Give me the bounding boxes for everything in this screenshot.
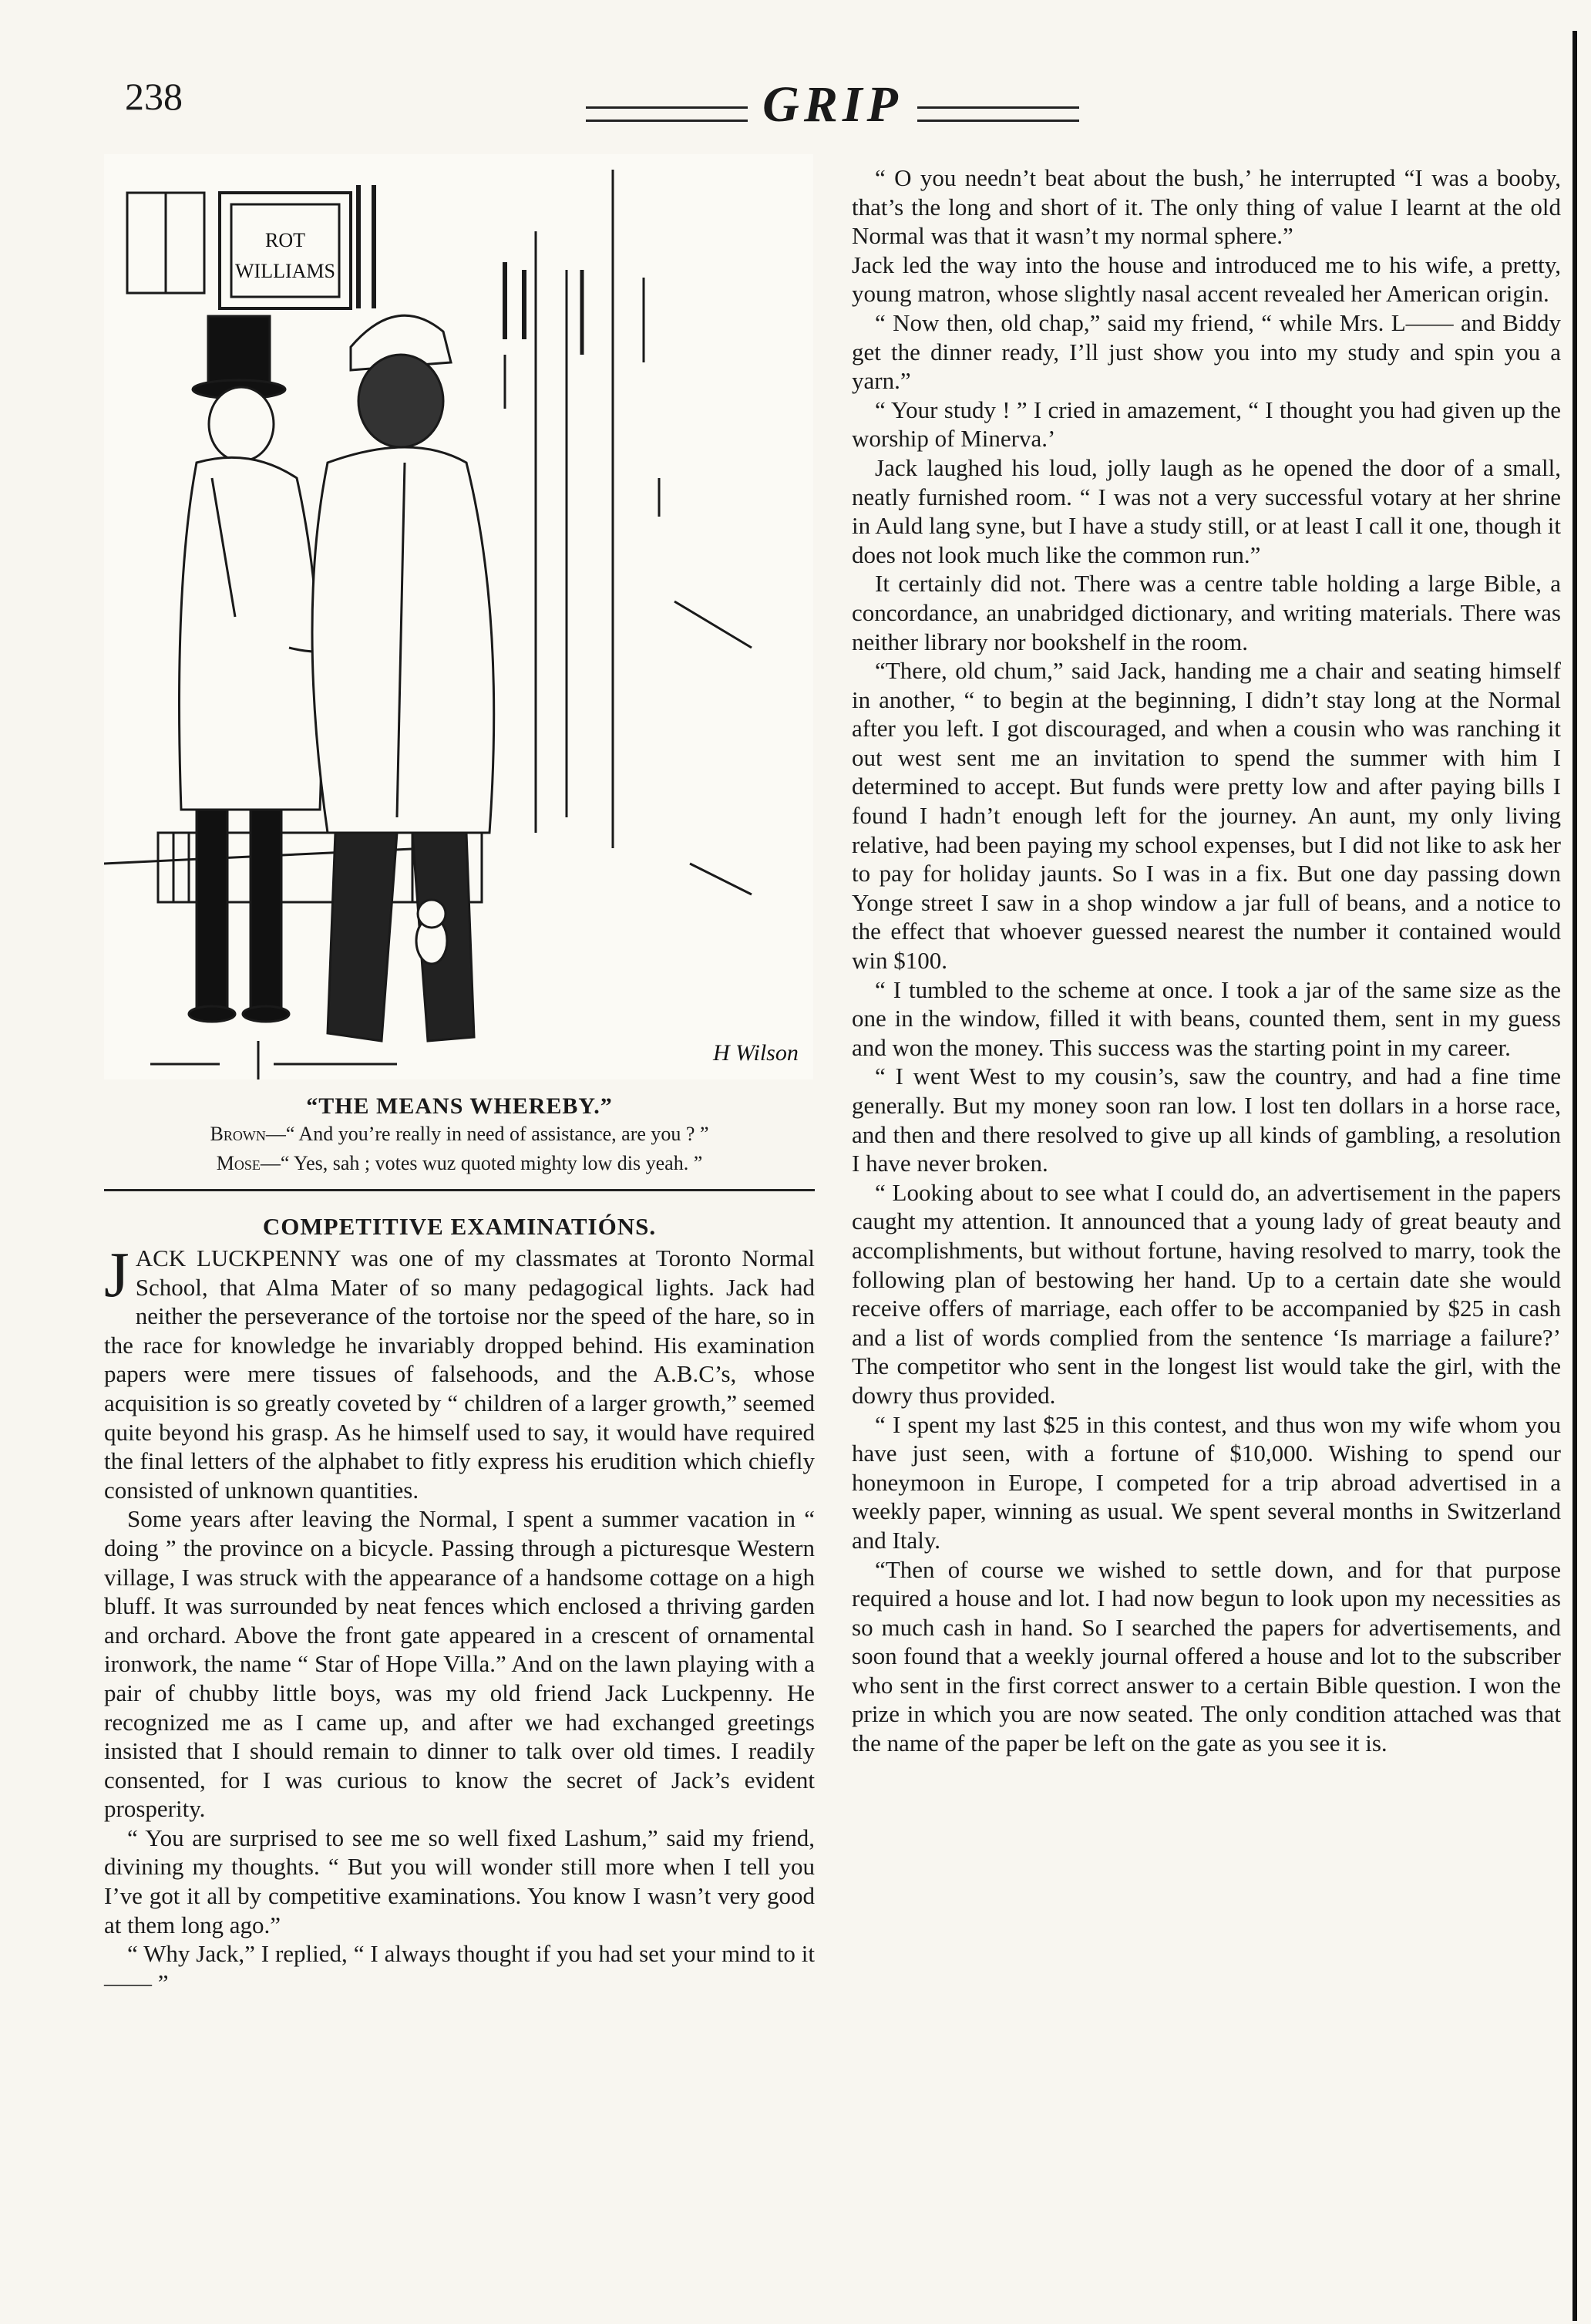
sign-text-line-1: ROT <box>265 229 305 251</box>
masthead-rule-right <box>917 106 1079 122</box>
article-paragraph: “ I tumbled to the scheme at once. I took a jar of the same size as the one in the window, filled it with beans, counted them, sent in my guess and won the money. This success was the starting point in my career. <box>852 975 1561 1061</box>
article-paragraph: “ Your study ! ” I cried in amazement, “ I thought you had given up the worship of Minerva.’ <box>852 396 1561 453</box>
article-heading: COMPETITIVE EXAMINATIÓNS. <box>262 1213 657 1240</box>
left-column <box>104 154 815 1997</box>
caption-divider <box>104 1189 815 1191</box>
caption-line-brown <box>104 1120 815 1149</box>
drop-cap: J <box>104 1239 130 1311</box>
masthead-title: GRIP <box>762 76 903 133</box>
article-paragraph: Jack laughed his loud, jolly laugh as he opened the door of a small, neatly furnished room. “ I was not a very successful votary at her shrine in Auld lang syne, but I have a study still, or at least I call it one, though it does not look much like the common run.” <box>852 453 1561 568</box>
cartoon-illustration <box>104 154 813 1079</box>
article-paragraph: Jack led the way into the house and introduced me to his wife, a pretty, young matron, whose slightly nasal accent revealed her American origin. <box>852 251 1561 308</box>
page-edge-rule <box>1572 31 1577 2321</box>
caption-speaker: Mose <box>216 1152 261 1174</box>
sign-text-line-2: WILLIAMS <box>235 260 335 282</box>
article-paragraph: “ Now then, old chap,” said my friend, “ while Mrs. L—— and Biddy get the dinner ready, I’ll just show you into my study and spin you a yarn.” <box>852 308 1561 395</box>
article-paragraph: “ Looking about to see what I could do, an advertisement in the papers caught my attention. It announced that a young lady of great beauty and accomplishments, but without fortune, having resolved to marry, took the following plan of bestowing her hand. Up to a certain date she would receive offers of marriage, each offer to be accompanied by $25 in cash and a list of words complied from the sentence ‘Is marriage a failure?’ The competitor who sent in the longest list would take the girl, with the dowry thus provided. <box>852 1178 1561 1409</box>
article-paragraph: “Then of course we wished to settle down, and for that purpose required a house and lot. I had now begun to look upon my necessities as so much cash in hand. So I searched the papers for advertisements, and soon found that a weekly journal offered a house and lot to the subscriber who sent in the first correct answer to a certain Bible question. I won the prize in which you are now seated. The only condition attached was that the name of the paper be left on the gate as you see it is. <box>852 1555 1561 1757</box>
article-paragraph: “There, old chum,” said Jack, handing me a chair and seating himself in another, “ to begin at the beginning, I didn’t stay long at the Normal after you left. I got discouraged, and when a cousin who was ranching it out west sent me an invitation to spend the summer with him I determined to accept. But funds were pretty low and after paying bills I found I hadn’t enough left for the journey. An aunt, my only living relative, had been paying my school expenses, but I did not like to ask her to pay for holiday jaunts. So I was in a fix. But one day passing down Yonge street I saw in a shop window a jar full of beans, and a notice to the effect that whoever guessed nearest the number it contained would win $100. <box>852 657 1561 975</box>
caption-speaker: Brown <box>210 1123 266 1145</box>
artist-signature: H Wilson <box>713 1040 799 1066</box>
paragraph-text: ACK LUCKPENNY was one of my classmates at Toronto Normal School, that Alma Mater of so many pedagogical lights. Jack had neither the perseverance of the tortoise nor the speed of the hare, so in the race for knowledge he invariably dropped behind. His examination papers were mere tissues of falsehoods, and the A.B.C’s, whose acquisition is so greatly coveted by “ children of a larger growth,” seemed quite beyond his grasp. As he himself used to say, it would have required the final letters of the alphabet to fitly express his erudition which chiefly consisted of unknown quantities. <box>104 1245 815 1504</box>
caption-line-mose <box>104 1149 815 1178</box>
article-paragraph <box>104 1239 815 1504</box>
right-column <box>852 163 1561 1758</box>
caption-text: —“ Yes, sah ; votes wuz quoted mighty low dis yeah. ” <box>260 1152 703 1174</box>
article-paragraph: “ You are surprised to see me so well fixed Lashum,” said my friend, divining my thoughts. “ But you will wonder still more when I tell you I’ve got it all by competitive examinations. You know I wasn’t very good at them long ago.” <box>104 1824 815 1938</box>
page-number: 238 <box>125 75 183 118</box>
article-paragraph: It certainly did not. There was a centre table holding a large Bible, a concordance, an unabridged dictionary, and writing materials. There was neither library nor bookshelf in the room. <box>852 570 1561 655</box>
caption-text: —“ And you’re really in need of assistance, are you ? ” <box>265 1123 709 1145</box>
article-paragraph: Some years after leaving the Normal, I spent a summer vacation in “ doing ” the province on a bicycle. Passing through a picturesque Western village, I was struck with the appearance of a handsome cottage on a high bluff. It was surrounded by neat fences which enclosed a thriving garden and orchard. Above the front gate appeared in a crescent of ornamental ironwork, the name “ Star of Hope Villa.” And on the lawn playing with a pair of chubby little boys, was my old friend Jack Luckpenny. He recognized me as I came up, and after we had exchanged greetings insisted that I should remain to dinner to talk over old times. I readily consented, for I was curious to know the secret of Jack’s evident prosperity. <box>104 1505 815 1823</box>
article-paragraph: “ O you needn’t beat about the bush,’ he interrupted “I was a booby, that’s the long and short of it. The only thing of value I learnt at the old Normal was that it wasn’t my normal sphere.” <box>852 164 1561 250</box>
article-paragraph: “ I went West to my cousin’s, saw the country, and had a fine time generally. But my money soon ran low. I lost ten dollars in a horse race, and then and there resolved to give up all kinds of gambling, a resolution I have never broken. <box>852 1063 1561 1177</box>
masthead <box>586 76 1079 133</box>
article-paragraph: “ Why Jack,” I replied, “ I always thought if you had set your mind to it —— ” <box>104 1940 815 1996</box>
caption-title: “THE MEANS WHEREBY.” <box>306 1093 613 1119</box>
cartoon-drawing <box>104 154 813 1079</box>
article-paragraph: “ I spent my last $25 in this contest, and thus won my wife whom you have just seen, with a fortune of $10,000. Wishing to spend our honeymoon in Europe, I competed for a trip abroad advertised in a weekly paper, winning as usual. We spent several months in Switzerland and Italy. <box>852 1410 1561 1554</box>
